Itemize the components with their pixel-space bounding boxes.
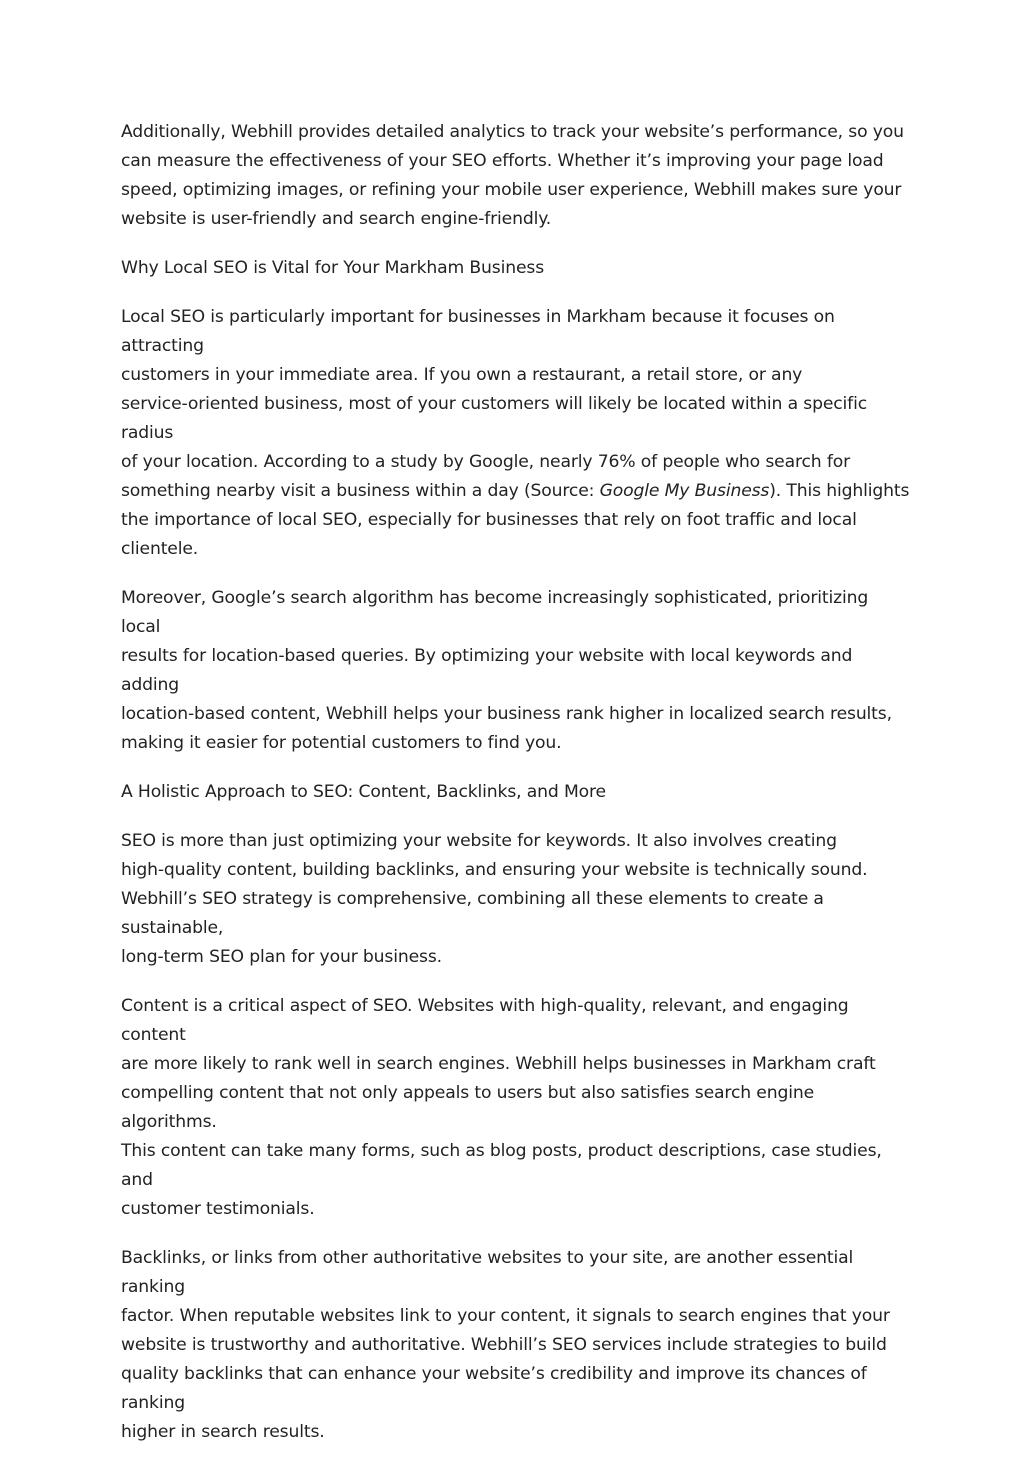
text-line: making it easier for potential customers to find you. [121,733,562,753]
text-line: high-quality content, building backlinks, and ensuring your website is technically sound. [121,860,868,880]
document-body [121,118,911,1467]
heading-text: Why Local SEO is Vital for Your Markham Business [121,258,545,278]
text-line: are more likely to rank well in search engines. Webhill helps businesses in Markham craft [121,1054,876,1074]
text-line: Moreover, Google’s search algorithm has become increasingly sophisticated, prioritizing local [121,588,869,637]
source-citation-italic: Google My Business [599,481,770,501]
text-line: of your location. According to a study by Google, nearly 76% of people who search for [121,452,851,472]
paragraph-seo-more [121,827,911,972]
text-line: factor. When reputable websites link to your content, it signals to search engines that your [121,1306,890,1326]
source-text-before: something nearby visit a business within a day (Source: [121,481,600,501]
text-line: clientele. [121,539,199,559]
paragraph-backlinks [121,1244,911,1447]
text-line: Backlinks, or links from other authoritative websites to your site, are another essential ranking [121,1248,854,1297]
text-line: website is user-friendly and search engine-friendly. [121,209,552,229]
text-line: quality backlinks that can enhance your website’s credibility and improve its chances of ranking [121,1364,867,1413]
text-line: SEO is more than just optimizing your website for keywords. It also involves creating [121,831,837,851]
text-line: location-based content, Webhill helps your business rank higher in localized search results, [121,704,892,724]
text-line: can measure the effectiveness of your SEO efforts. Whether it’s improving your page load [121,151,884,171]
text-line: This content can take many forms, such as blog posts, product descriptions, case studies, and [121,1141,882,1190]
text-line: website is trustworthy and authoritative. Webhill’s SEO services include strategies to build [121,1335,887,1355]
text-line: Webhill’s SEO strategy is comprehensive, combining all these elements to create a sustainable, [121,889,824,938]
text-line: Content is a critical aspect of SEO. Websites with high-quality, relevant, and engaging content [121,996,849,1045]
paragraph-local-seo [121,303,911,564]
text-line: compelling content that not only appeals to users but also satisfies search engine algorithms. [121,1083,815,1132]
source-text-after: ). This highlights [769,481,910,501]
heading-text: A Holistic Approach to SEO: Content, Backlinks, and More [121,782,606,802]
text-line-source [121,477,911,506]
text-line: long-term SEO plan for your business. [121,947,442,967]
text-line: higher in search results. [121,1422,325,1442]
text-line: customers in your immediate area. If you own a restaurant, a retail store, or any [121,365,803,385]
paragraph-content [121,992,911,1224]
text-line: speed, optimizing images, or refining your mobile user experience, Webhill makes sure your [121,180,902,200]
text-line: customer testimonials. [121,1199,315,1219]
text-line: Local SEO is particularly important for businesses in Markham because it focuses on attracting [121,307,835,356]
section-heading-local-seo [121,254,911,283]
text-line: service-oriented business, most of your customers will likely be located within a specific radius [121,394,868,443]
text-line: results for location-based queries. By optimizing your website with local keywords and adding [121,646,853,695]
text-line: Additionally, Webhill provides detailed analytics to track your website’s performance, so you [121,122,904,142]
section-heading-holistic [121,778,911,807]
paragraph-google-algorithm [121,584,911,758]
text-line: the importance of local SEO, especially for businesses that rely on foot traffic and local [121,510,857,530]
paragraph-analytics [121,118,911,234]
